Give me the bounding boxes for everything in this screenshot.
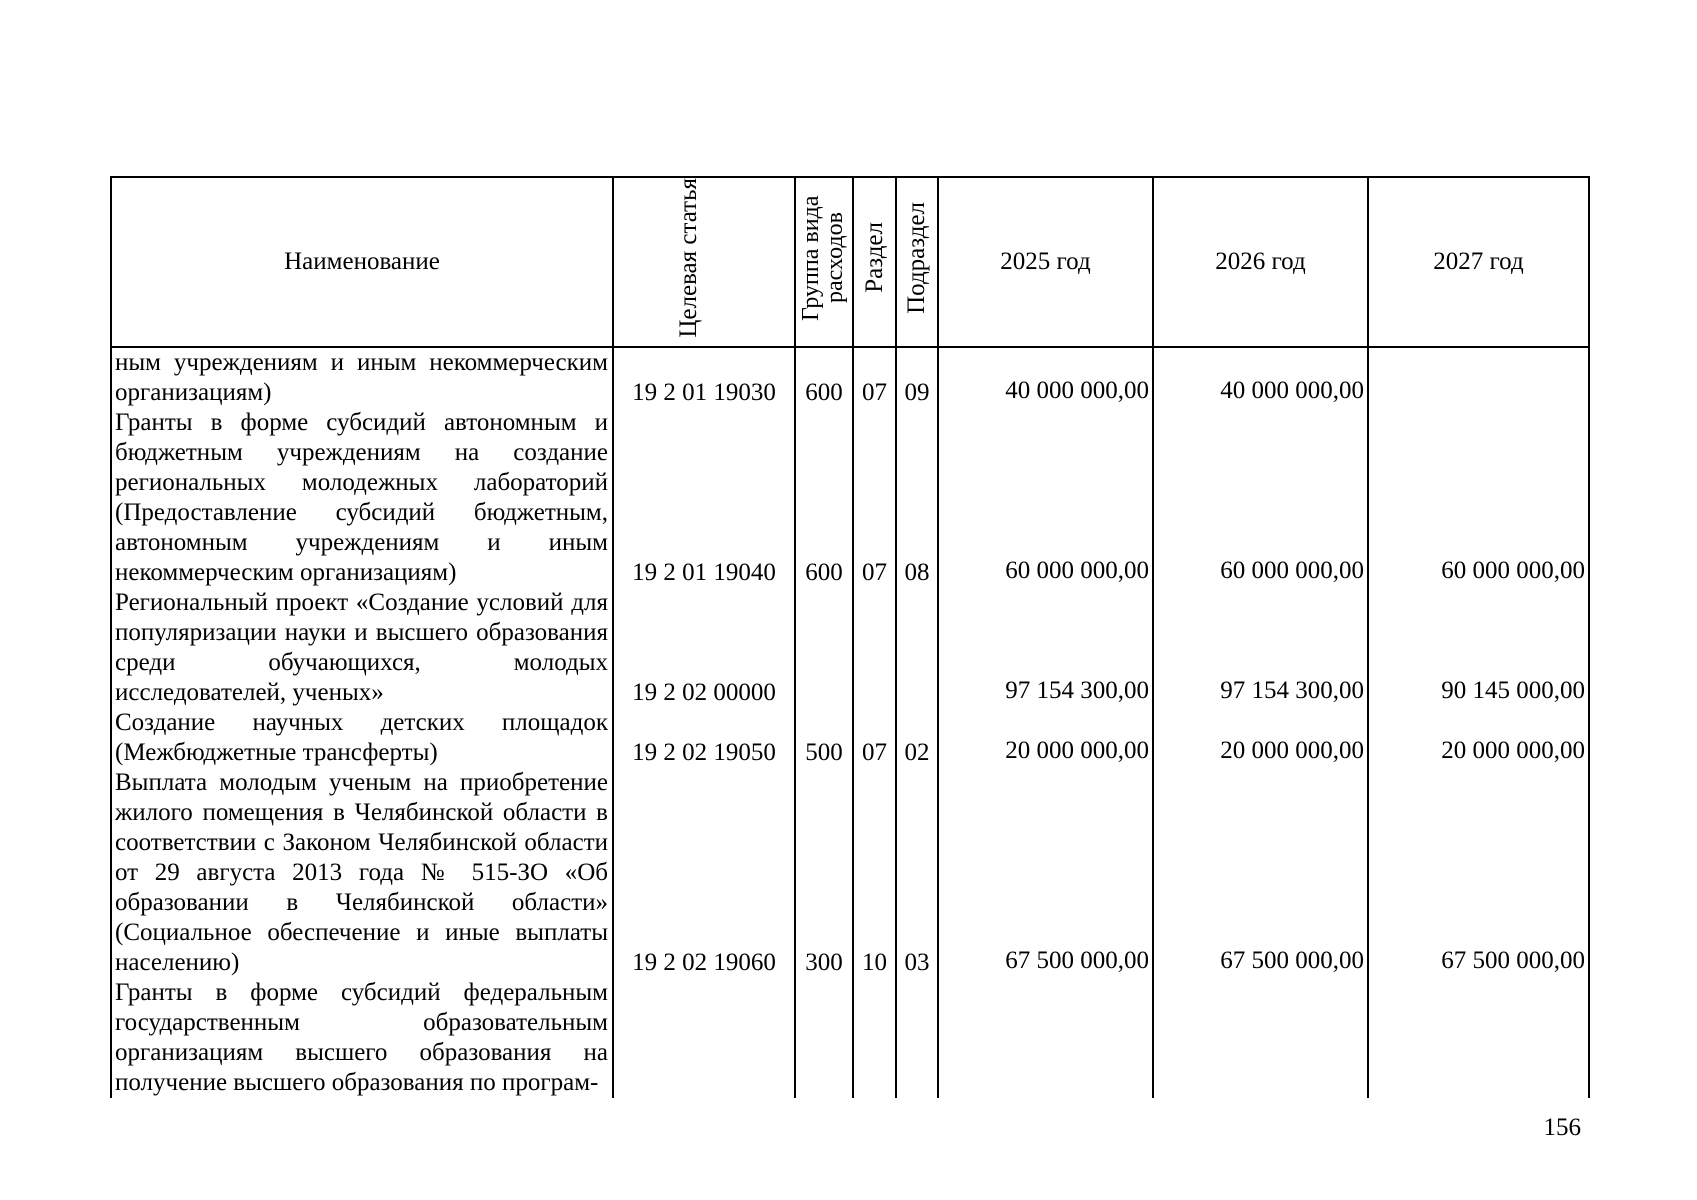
row-code: 19 2 01 19030 — [613, 347, 795, 408]
row-2027: 67 500 000,00 — [1368, 768, 1589, 978]
row-2027: 20 000 000,00 — [1368, 708, 1589, 768]
row-subsection: 09 — [896, 347, 938, 408]
header-subsection-label: Подраздел — [903, 201, 930, 314]
row-2026: 60 000 000,00 — [1153, 408, 1368, 588]
row-section: 07 — [853, 708, 896, 768]
table-row — [111, 978, 1589, 1098]
table-row — [111, 347, 1589, 408]
header-2025: 2025 год — [938, 177, 1153, 347]
header-2026: 2026 год — [1153, 177, 1368, 347]
row-2026: 97 154 300,00 — [1153, 588, 1368, 708]
table-row — [111, 588, 1589, 708]
row-2025: 67 500 000,00 — [938, 768, 1153, 978]
row-section — [853, 978, 896, 1098]
row-2025 — [938, 978, 1153, 1098]
row-2026: 67 500 000,00 — [1153, 768, 1368, 978]
row-group: 300 — [795, 768, 853, 978]
row-subsection — [896, 978, 938, 1098]
row-2025: 60 000 000,00 — [938, 408, 1153, 588]
row-2025: 97 154 300,00 — [938, 588, 1153, 708]
row-name: Создание научных детских площадок (Межбюджетные трансферты) — [111, 708, 613, 768]
row-group — [795, 978, 853, 1098]
header-2027: 2027 год — [1368, 177, 1589, 347]
row-subsection — [896, 588, 938, 708]
row-section: 10 — [853, 768, 896, 978]
table-row — [111, 708, 1589, 768]
header-subsection — [896, 177, 938, 347]
row-subsection: 08 — [896, 408, 938, 588]
row-section: 07 — [853, 408, 896, 588]
row-code — [613, 978, 795, 1098]
row-section: 07 — [853, 347, 896, 408]
row-group: 500 — [795, 708, 853, 768]
row-name: Выплата молодым ученым на приобретение жилого помещения в Челябинской области в соответствии с Законом Челябинской области от 29 августа 2013 года № 515-ЗО «Об образовании в Челябинской области» (Социальное обеспечение и иные выплаты населению) — [111, 768, 613, 978]
row-2027 — [1368, 347, 1589, 408]
row-name: Региональный проект «Создание условий для популяризации науки и высшего образования среди обучающихся, молодых исследователей, ученых» — [111, 588, 613, 708]
table-header-row — [111, 177, 1589, 347]
row-section — [853, 588, 896, 708]
row-2026: 40 000 000,00 — [1153, 347, 1368, 408]
row-name: Гранты в форме субсидий федеральным государственным образовательным организациям высшего образования на получение высшего образования по програм- — [111, 978, 613, 1098]
row-code: 19 2 02 19060 — [613, 768, 795, 978]
row-name: Гранты в форме субсидий автономным и бюджетным учреждениям на создание региональных молодежных лабораторий (Предоставление субсидий бюджетным, автономным учреждениям и иным некоммерческим организациям) — [111, 408, 613, 588]
row-subsection: 02 — [896, 708, 938, 768]
row-2027: 90 145 000,00 — [1368, 588, 1589, 708]
row-2025: 40 000 000,00 — [938, 347, 1153, 408]
page-number: 156 — [1543, 1114, 1581, 1141]
row-subsection: 03 — [896, 768, 938, 978]
budget-table — [110, 176, 1590, 1098]
row-2026 — [1153, 978, 1368, 1098]
table-row — [111, 768, 1589, 978]
header-section — [853, 177, 896, 347]
row-group: 600 — [795, 408, 853, 588]
header-target-article — [613, 177, 795, 347]
row-name: ным учреждениям и иным некоммерческим организациям) — [111, 347, 613, 408]
row-code: 19 2 01 19040 — [613, 408, 795, 588]
row-group — [795, 588, 853, 708]
header-target-article-label: Целевая статья — [675, 178, 702, 338]
row-group: 600 — [795, 347, 853, 408]
row-2027: 60 000 000,00 — [1368, 408, 1589, 588]
row-2026: 20 000 000,00 — [1153, 708, 1368, 768]
header-expense-group — [795, 177, 853, 347]
table-row — [111, 408, 1589, 588]
row-code: 19 2 02 19050 — [613, 708, 795, 768]
row-code: 19 2 02 00000 — [613, 588, 795, 708]
row-2027 — [1368, 978, 1589, 1098]
row-2025: 20 000 000,00 — [938, 708, 1153, 768]
header-expense-group-label: Группа вида расходов — [798, 195, 848, 321]
header-section-label: Раздел — [860, 222, 888, 294]
header-name: Наименование — [111, 177, 613, 347]
